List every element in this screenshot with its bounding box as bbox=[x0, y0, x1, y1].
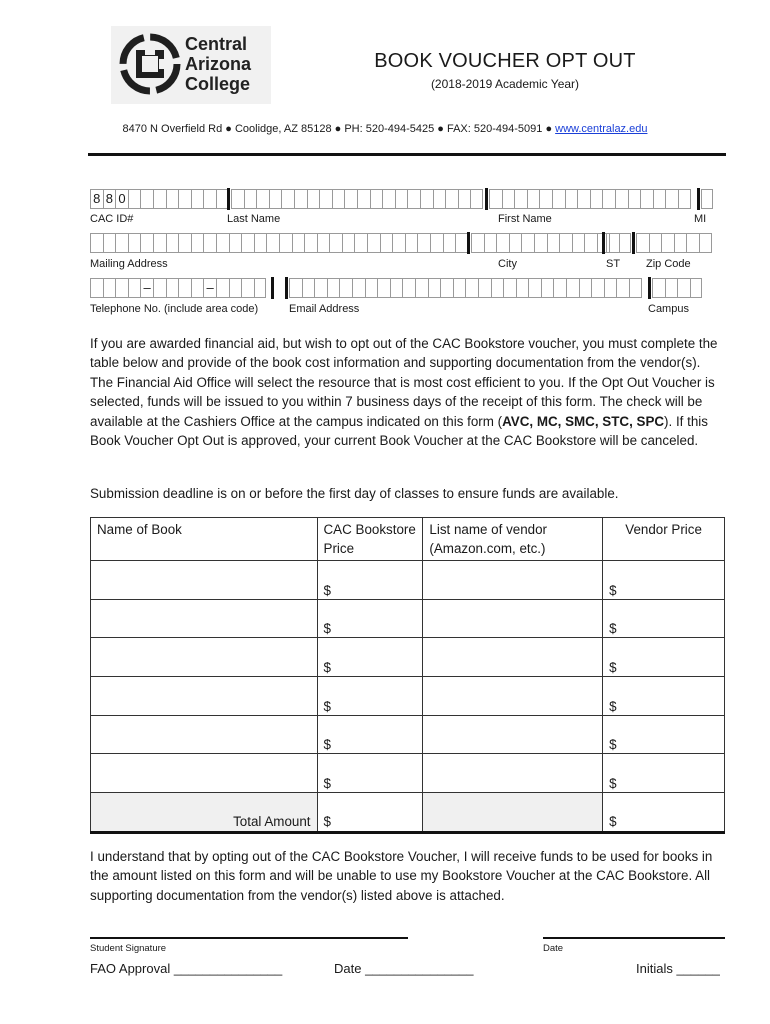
contact-line bbox=[0, 123, 770, 135]
table-row bbox=[91, 561, 725, 600]
field-separator bbox=[285, 277, 288, 299]
label-city: City bbox=[498, 258, 517, 270]
table-row bbox=[91, 715, 725, 754]
vendor-name-cell[interactable] bbox=[423, 715, 603, 754]
vendor-price-cell[interactable]: $ bbox=[603, 638, 725, 677]
logo-line-1: Central bbox=[185, 34, 248, 54]
city-boxes[interactable] bbox=[471, 233, 610, 253]
book-name-cell[interactable] bbox=[91, 677, 318, 716]
field-separator bbox=[632, 232, 635, 254]
book-name-cell[interactable] bbox=[91, 754, 318, 793]
field-separator bbox=[602, 232, 605, 254]
label-zip: Zip Code bbox=[646, 258, 691, 270]
vendor-name-cell[interactable] bbox=[423, 599, 603, 638]
label-date: Date bbox=[543, 943, 564, 954]
book-name-cell[interactable] bbox=[91, 715, 318, 754]
state-boxes[interactable] bbox=[606, 233, 631, 253]
email-boxes[interactable] bbox=[289, 278, 642, 298]
total-vendor-price-cell[interactable]: $ bbox=[603, 793, 725, 833]
total-vendor-cell bbox=[423, 793, 603, 833]
acknowledgement-paragraph: I understand that by opting out of the CAC Bookstore Voucher, I will receive funds to be used for books in the amount listed on this form and will be unable to use my Bookstore Voucher at the CAC Bookstore. All supporting documentation from the vendor(s) listed above is attached. bbox=[90, 849, 713, 903]
total-cac-price-cell[interactable]: $ bbox=[317, 793, 423, 833]
header-name-of-book: Name of Book bbox=[91, 518, 318, 561]
book-name-cell[interactable] bbox=[91, 561, 318, 600]
vendor-price-cell[interactable]: $ bbox=[603, 677, 725, 716]
academic-year: (2018-2019 Academic Year) bbox=[430, 77, 580, 91]
label-mailing-address: Mailing Address bbox=[90, 258, 168, 270]
book-price-table bbox=[90, 517, 725, 834]
cac-price-cell[interactable]: $ bbox=[317, 638, 423, 677]
student-signature-line[interactable] bbox=[90, 937, 408, 939]
first-name-boxes[interactable] bbox=[489, 189, 691, 209]
instructions-text-b: ). If this Book Voucher Opt Out is approved, your current Book Voucher at the CAC Bookstore will be canceled. bbox=[90, 413, 708, 449]
table-row bbox=[91, 638, 725, 677]
mi-box[interactable] bbox=[701, 189, 713, 209]
field-separator bbox=[271, 277, 274, 299]
table-row bbox=[91, 754, 725, 793]
campus-codes: AVC, MC, SMC, STC, SPC bbox=[502, 413, 665, 429]
phone-dash: – bbox=[203, 278, 216, 298]
vendor-price-cell[interactable]: $ bbox=[603, 599, 725, 638]
website-link[interactable]: www.centralaz.edu bbox=[555, 123, 648, 135]
field-separator bbox=[485, 188, 488, 210]
college-logo bbox=[111, 26, 271, 104]
campus-boxes[interactable] bbox=[652, 278, 702, 298]
cac-logo-icon bbox=[119, 33, 181, 95]
vendor-name-cell[interactable] bbox=[423, 677, 603, 716]
phone-dash: – bbox=[140, 278, 153, 298]
header-vendor-price: Vendor Price bbox=[603, 518, 725, 561]
header-cac-price: CAC Bookstore Price bbox=[317, 518, 423, 561]
fao-approval-field[interactable]: FAO Approval _______________ bbox=[90, 961, 283, 976]
label-first-name: First Name bbox=[498, 213, 552, 225]
label-last-name: Last Name bbox=[227, 213, 281, 225]
cac-id-digit[interactable]: 8 bbox=[103, 189, 116, 209]
label-cac-id: CAC ID# bbox=[90, 213, 134, 225]
field-separator bbox=[227, 188, 230, 210]
label-telephone: Telephone No. (include area code) bbox=[90, 303, 259, 315]
field-separator bbox=[467, 232, 470, 254]
instructions-text-a: If you are awarded financial aid, but wish to opt out of the CAC Bookstore voucher, you must complete the table below and provide of the book cost information and supporting documentation from the vendor(s). The Financial Aid Office will select the resource that is most cost efficient to you. If the Opt Out Voucher is selected, funds will be issued to you within 7 business days of the receipt of this form. The check will be available at the Cashiers Office at the campus indicated on this form ( bbox=[90, 336, 718, 429]
vendor-price-cell[interactable]: $ bbox=[603, 754, 725, 793]
vendor-name-cell[interactable] bbox=[423, 561, 603, 600]
cac-price-cell[interactable]: $ bbox=[317, 754, 423, 793]
mailing-address-boxes[interactable] bbox=[90, 233, 468, 253]
vendor-name-cell[interactable] bbox=[423, 754, 603, 793]
field-separator bbox=[648, 277, 651, 299]
vendor-price-cell[interactable]: $ bbox=[603, 561, 725, 600]
header-vendor: List name of vendor (Amazon.com, etc.) bbox=[423, 518, 603, 561]
cac-id-digit[interactable]: 8 bbox=[90, 189, 103, 209]
last-name-boxes[interactable] bbox=[231, 189, 483, 209]
fao-date-field[interactable]: Date _______________ bbox=[334, 961, 474, 976]
table-row bbox=[91, 599, 725, 638]
label-email: Email Address bbox=[289, 303, 360, 315]
vendor-price-cell[interactable]: $ bbox=[603, 715, 725, 754]
form-title: BOOK VOUCHER OPT OUT bbox=[374, 50, 636, 72]
table-header-row bbox=[91, 518, 725, 561]
telephone-boxes[interactable] bbox=[90, 278, 266, 298]
header-divider bbox=[88, 153, 726, 156]
cac-id-boxes[interactable] bbox=[90, 189, 229, 209]
cac-id-digit[interactable]: 0 bbox=[115, 189, 128, 209]
date-signature-line[interactable] bbox=[543, 937, 725, 939]
label-student-signature: Student Signature bbox=[90, 943, 167, 954]
table-row bbox=[91, 677, 725, 716]
vendor-name-cell[interactable] bbox=[423, 638, 603, 677]
label-campus: Campus bbox=[648, 303, 689, 315]
logo-line-2: Arizona bbox=[185, 54, 252, 74]
total-amount-label: Total Amount bbox=[91, 793, 318, 833]
label-mi: MI bbox=[694, 213, 707, 225]
cac-price-cell[interactable]: $ bbox=[317, 677, 423, 716]
submission-deadline: Submission deadline is on or before the first day of classes to ensure funds are available. bbox=[90, 486, 619, 501]
logo-line-3: College bbox=[185, 74, 251, 94]
cac-price-cell[interactable]: $ bbox=[317, 561, 423, 600]
book-name-cell[interactable] bbox=[91, 638, 318, 677]
cac-price-cell[interactable]: $ bbox=[317, 715, 423, 754]
instructions-paragraph bbox=[90, 334, 726, 450]
total-row bbox=[91, 793, 725, 833]
initials-field[interactable]: Initials ______ bbox=[636, 961, 720, 976]
cac-price-cell[interactable]: $ bbox=[317, 599, 423, 638]
label-state: ST bbox=[606, 258, 621, 270]
contact-details: 8470 N Overfield Rd ● Coolidge, AZ 85128 ● PH: 520-494-5425 ● FAX: 520-494-5091 ● bbox=[122, 123, 556, 135]
zip-boxes[interactable] bbox=[636, 233, 712, 253]
book-name-cell[interactable] bbox=[91, 599, 318, 638]
field-separator bbox=[697, 188, 700, 210]
